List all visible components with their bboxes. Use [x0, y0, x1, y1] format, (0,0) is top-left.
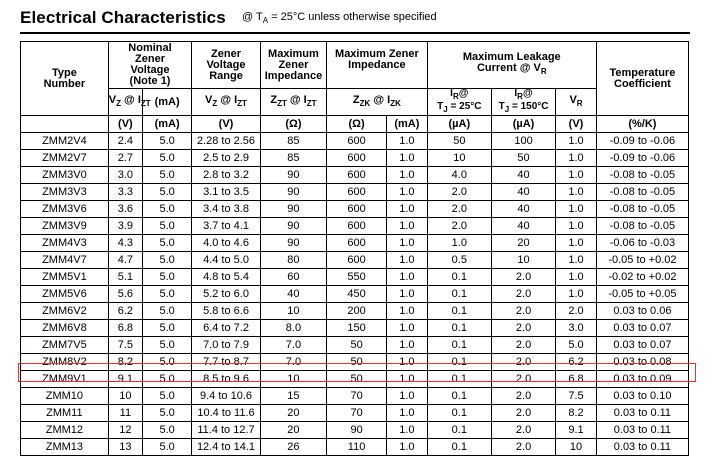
value-cell: 0.1 — [427, 388, 491, 405]
value-cell: 2.0 — [491, 269, 555, 286]
value-cell: 1.0 — [556, 269, 597, 286]
table-row — [21, 184, 689, 201]
value-cell: 5.0 — [143, 269, 192, 286]
header-vz-izt — [108, 89, 151, 116]
value-cell: 20 — [260, 405, 326, 422]
unit-cell: (Ω) — [327, 116, 387, 133]
value-cell: 90 — [260, 201, 326, 218]
header-leakage-current — [427, 42, 596, 89]
value-cell: 5.0 — [143, 354, 192, 371]
value-cell: 1.0 — [387, 320, 428, 337]
value-cell: 1.0 — [387, 439, 428, 456]
value-cell: 5.2 to 6.0 — [192, 286, 261, 303]
value-cell: 2.7 — [108, 150, 142, 167]
value-cell: 5.0 — [143, 218, 192, 235]
value-cell: 1.0 — [387, 405, 428, 422]
value-cell: -0.05 to +0.02 — [596, 252, 688, 269]
type-number-cell: ZMM9V1 — [21, 371, 109, 388]
value-cell: 4.8 to 5.4 — [192, 269, 261, 286]
header-max-zzk: Maximum Zener Impedance — [327, 42, 428, 89]
type-number-cell: ZMM6V8 — [21, 320, 109, 337]
value-cell: 600 — [327, 235, 387, 252]
ir25-at: @ — [458, 88, 469, 99]
value-cell: 7.0 — [260, 337, 326, 354]
type-number-cell: ZMM3V3 — [21, 184, 109, 201]
ir150-at: @ — [522, 88, 533, 99]
value-cell: 5.0 — [143, 303, 192, 320]
value-cell: 3.7 to 4.1 — [192, 218, 261, 235]
value-cell: 7.5 — [108, 337, 142, 354]
value-cell: 5.6 — [108, 286, 142, 303]
type-number-cell: ZMM7V5 — [21, 337, 109, 354]
header-temp-coefficient: Temperature Coefficient — [596, 42, 688, 116]
value-cell: 26 — [260, 439, 326, 456]
type-number-cell: ZMM8V2 — [21, 354, 109, 371]
value-cell: 1.0 — [387, 422, 428, 439]
type-number-cell: ZMM2V7 — [21, 150, 109, 167]
value-cell: 60 — [260, 269, 326, 286]
value-cell: 1.0 — [556, 167, 597, 184]
type-number-cell: ZMM3V6 — [21, 201, 109, 218]
value-cell: 5.0 — [143, 150, 192, 167]
value-cell: 0.03 to 0.10 — [596, 388, 688, 405]
value-cell: 0.1 — [427, 371, 491, 388]
value-cell: 80 — [260, 252, 326, 269]
value-cell: 600 — [327, 150, 387, 167]
ir150-tsub: J — [504, 105, 510, 114]
value-cell: 9.1 — [108, 371, 142, 388]
header-voltage-range: Zener Voltage Range — [192, 42, 261, 89]
value-cell: 5.0 — [143, 371, 192, 388]
unit-cell: (V) — [192, 116, 261, 133]
unit-cell-blank — [21, 116, 109, 133]
value-cell: -0.08 to -0.05 — [596, 184, 688, 201]
value-cell: 4.4 to 5.0 — [192, 252, 261, 269]
value-cell: 5.0 — [143, 405, 192, 422]
value-cell: 0.1 — [427, 405, 491, 422]
value-cell: 50 — [491, 150, 555, 167]
value-cell: 0.1 — [427, 354, 491, 371]
value-cell: 8.5 to 9.6 — [192, 371, 261, 388]
value-cell: 85 — [260, 133, 326, 150]
table-header — [21, 42, 689, 133]
header-izt-unit: (mA) — [143, 89, 192, 116]
type-number-cell: ZMM4V7 — [21, 252, 109, 269]
value-cell: -0.08 to -0.05 — [596, 167, 688, 184]
value-cell: 1.0 — [427, 235, 491, 252]
value-cell: 5.8 to 6.6 — [192, 303, 261, 320]
value-cell: 20 — [260, 422, 326, 439]
value-cell: 2.28 to 2.56 — [192, 133, 261, 150]
table-row — [21, 201, 689, 218]
value-cell: 90 — [260, 167, 326, 184]
zzk-sym: Z — [352, 93, 360, 106]
value-cell: 600 — [327, 218, 387, 235]
value-cell: 2.0 — [491, 405, 555, 422]
type-number-cell: ZMM5V6 — [21, 286, 109, 303]
table-row — [21, 269, 689, 286]
value-cell: 3.6 — [108, 201, 142, 218]
value-cell: 70 — [327, 405, 387, 422]
table-row — [21, 150, 689, 167]
type-number-cell: ZMM11 — [21, 405, 109, 422]
value-cell: 0.03 to 0.11 — [596, 439, 688, 456]
value-cell: 600 — [327, 133, 387, 150]
header-vr — [556, 89, 597, 116]
value-cell: 5.1 — [108, 269, 142, 286]
value-cell: 3.0 — [556, 320, 597, 337]
table-row — [21, 235, 689, 252]
value-cell: 4.3 — [108, 235, 142, 252]
value-cell: 2.0 — [427, 218, 491, 235]
value-cell: 1.0 — [556, 201, 597, 218]
table-row — [21, 354, 689, 371]
value-cell: 5.0 — [143, 252, 192, 269]
table-row — [21, 167, 689, 184]
value-cell: 6.2 — [108, 303, 142, 320]
value-cell: 10 — [491, 252, 555, 269]
zzk-sub2: ZK — [390, 99, 401, 109]
value-cell: 0.03 to 0.08 — [596, 354, 688, 371]
value-cell: 550 — [327, 269, 387, 286]
value-cell: 3.9 — [108, 218, 142, 235]
table-row — [21, 371, 689, 388]
value-cell: 12 — [108, 422, 142, 439]
value-cell: 85 — [260, 150, 326, 167]
value-cell: 5.0 — [143, 439, 192, 456]
value-cell: 7.7 to 8.7 — [192, 354, 261, 371]
value-cell: 10 — [427, 150, 491, 167]
zzt-sym: Z — [270, 93, 278, 106]
izt-sub: ZT — [140, 99, 151, 109]
value-cell: 0.1 — [427, 286, 491, 303]
value-cell: 1.0 — [387, 354, 428, 371]
value-cell: 5.0 — [556, 337, 597, 354]
value-cell: 9.4 to 10.6 — [192, 388, 261, 405]
value-cell: 0.1 — [427, 337, 491, 354]
value-cell: 7.0 to 7.9 — [192, 337, 261, 354]
value-cell: 11 — [108, 405, 142, 422]
type-number-cell: ZMM5V1 — [21, 269, 109, 286]
value-cell: 0.1 — [427, 439, 491, 456]
value-cell: 50 — [327, 371, 387, 388]
value-cell: 5.0 — [143, 235, 192, 252]
value-cell: 2.0 — [491, 303, 555, 320]
value-cell: -0.02 to +0.02 — [596, 269, 688, 286]
value-cell: 1.0 — [387, 184, 428, 201]
ir25-sub: R — [452, 92, 459, 101]
value-cell: 1.0 — [387, 201, 428, 218]
value-cell: 1.0 — [556, 150, 597, 167]
ir150-sym: I — [514, 88, 518, 99]
value-cell: 0.03 to 0.07 — [596, 337, 688, 354]
value-cell: 150 — [327, 320, 387, 337]
table-row — [21, 303, 689, 320]
value-cell: 1.0 — [387, 235, 428, 252]
value-cell: 5.0 — [143, 422, 192, 439]
header-nominal-voltage: Nominal Zener Voltage (Note 1) — [108, 42, 191, 89]
value-cell: 15 — [260, 388, 326, 405]
value-cell: 5.0 — [143, 286, 192, 303]
value-cell: 50 — [327, 354, 387, 371]
header-max-zzt: Maximum Zener Impedance — [260, 42, 326, 89]
value-cell: 50 — [427, 133, 491, 150]
header-ir-150 — [491, 89, 555, 116]
value-cell: 0.03 to 0.06 — [596, 303, 688, 320]
unit-cell: (V) — [556, 116, 597, 133]
value-cell: 8.0 — [260, 320, 326, 337]
unit-cell: (V) — [108, 116, 142, 133]
value-cell: 1.0 — [387, 269, 428, 286]
value-cell: 2.0 — [556, 303, 597, 320]
value-cell: 2.4 — [108, 133, 142, 150]
header-zzk-sym — [327, 89, 428, 116]
table-row — [21, 439, 689, 456]
value-cell: 40 — [260, 286, 326, 303]
value-cell: 6.8 — [108, 320, 142, 337]
value-cell: 1.0 — [387, 150, 428, 167]
vz-sub: Z — [116, 99, 121, 109]
header-range-sym — [192, 89, 261, 116]
value-cell: 1.0 — [387, 371, 428, 388]
unit-cell: (mA) — [143, 116, 192, 133]
ir25-sym: I — [450, 88, 453, 99]
value-cell: 9.1 — [556, 422, 597, 439]
unit-cell: (Ω) — [260, 116, 326, 133]
value-cell: 3.4 to 3.8 — [192, 201, 261, 218]
value-cell: 110 — [327, 439, 387, 456]
zzt-sub1: ZT — [277, 99, 287, 109]
table-row — [21, 252, 689, 269]
value-cell: 3.3 — [108, 184, 142, 201]
value-cell: 1.0 — [556, 133, 597, 150]
electrical-characteristics-table — [20, 41, 689, 456]
value-cell: 1.0 — [556, 252, 597, 269]
value-cell: 50 — [327, 337, 387, 354]
ir150-sub: R — [517, 92, 523, 101]
value-cell: 2.0 — [491, 422, 555, 439]
leakage-sub: R — [540, 67, 547, 77]
value-cell: 10.4 to 11.6 — [192, 405, 261, 422]
value-cell: 8.2 — [556, 405, 597, 422]
value-cell: 5.0 — [143, 337, 192, 354]
value-cell: 2.0 — [491, 354, 555, 371]
value-cell: 20 — [491, 235, 555, 252]
value-cell: -0.09 to -0.06 — [596, 133, 688, 150]
range-sub1: Z — [212, 99, 218, 109]
value-cell: 70 — [327, 388, 387, 405]
value-cell: -0.08 to -0.05 — [596, 201, 688, 218]
value-cell: 5.0 — [143, 388, 192, 405]
value-cell: 1.0 — [387, 337, 428, 354]
value-cell: 0.1 — [427, 269, 491, 286]
value-cell: 3.0 — [108, 167, 142, 184]
value-cell: 40 — [491, 184, 555, 201]
conditions-suffix: = 25°C unless otherwise specified — [268, 11, 437, 23]
leakage-label: Maximum Leakage Current @ V — [462, 51, 561, 75]
ir25-t: T — [437, 101, 444, 112]
value-cell: 6.4 to 7.2 — [192, 320, 261, 337]
value-cell: 10 — [260, 371, 326, 388]
value-cell: 1.0 — [556, 235, 597, 252]
value-cell: 90 — [260, 184, 326, 201]
value-cell: 5.0 — [143, 133, 192, 150]
value-cell: 2.0 — [491, 388, 555, 405]
value-cell: -0.05 to +0.05 — [596, 286, 688, 303]
value-cell: 2.0 — [491, 371, 555, 388]
header-ir-25 — [427, 89, 491, 116]
value-cell: 90 — [327, 422, 387, 439]
value-cell: 1.0 — [387, 286, 428, 303]
vz-sym: V — [108, 93, 117, 106]
type-number-cell: ZMM6V2 — [21, 303, 109, 320]
ir150-temp: = 150°C — [509, 101, 549, 112]
value-cell: 0.03 to 0.07 — [596, 320, 688, 337]
value-cell: 1.0 — [387, 167, 428, 184]
value-cell: 3.1 to 3.5 — [192, 184, 261, 201]
vz-mid: @ I — [121, 93, 141, 106]
value-cell: 0.5 — [427, 252, 491, 269]
value-cell: 0.03 to 0.11 — [596, 405, 688, 422]
value-cell: -0.06 to -0.03 — [596, 235, 688, 252]
unit-cell: (mA) — [387, 116, 428, 133]
value-cell: 0.03 to 0.09 — [596, 371, 688, 388]
value-cell: 600 — [327, 167, 387, 184]
zzk-mid: @ I — [370, 93, 391, 106]
value-cell: 40 — [491, 218, 555, 235]
value-cell: 0.1 — [427, 422, 491, 439]
value-cell: 1.0 — [556, 184, 597, 201]
value-cell: 600 — [327, 184, 387, 201]
table-body — [21, 133, 689, 456]
table-row — [21, 422, 689, 439]
units-row — [21, 116, 689, 133]
zzt-sub2: ZT — [306, 99, 317, 109]
value-cell: 6.8 — [556, 371, 597, 388]
value-cell: 600 — [327, 201, 387, 218]
value-cell: 2.0 — [491, 286, 555, 303]
value-cell: 600 — [327, 252, 387, 269]
value-cell: 4.0 — [427, 167, 491, 184]
value-cell: 40 — [491, 201, 555, 218]
value-cell: 4.7 — [108, 252, 142, 269]
value-cell: 2.0 — [427, 184, 491, 201]
value-cell: 4.0 to 4.6 — [192, 235, 261, 252]
value-cell: 2.0 — [491, 439, 555, 456]
conditions-prefix: @ T — [242, 11, 263, 23]
value-cell: 8.2 — [108, 354, 142, 371]
type-number-cell: ZMM13 — [21, 439, 109, 456]
unit-cell: (%/K) — [596, 116, 688, 133]
type-number-cell: ZMM3V9 — [21, 218, 109, 235]
zzk-sub1: ZK — [359, 99, 371, 109]
value-cell: -0.09 to -0.06 — [596, 150, 688, 167]
conditions-sub: A — [262, 16, 269, 26]
value-cell: 450 — [327, 286, 387, 303]
value-cell: 200 — [327, 303, 387, 320]
table-row — [21, 388, 689, 405]
value-cell: 100 — [491, 133, 555, 150]
value-cell: 1.0 — [387, 303, 428, 320]
value-cell: 0.1 — [427, 303, 491, 320]
value-cell: 2.8 to 3.2 — [192, 167, 261, 184]
value-cell: 10 — [260, 303, 326, 320]
value-cell: 11.4 to 12.7 — [192, 422, 261, 439]
type-number-cell: ZMM2V4 — [21, 133, 109, 150]
value-cell: 1.0 — [556, 286, 597, 303]
range-sub2: ZT — [237, 99, 247, 109]
ir150-t: T — [498, 101, 505, 112]
value-cell: 5.0 — [143, 320, 192, 337]
type-number-cell: ZMM3V0 — [21, 167, 109, 184]
table-row — [21, 218, 689, 235]
ir25-tsub: J — [443, 105, 448, 114]
table-row — [21, 286, 689, 303]
value-cell: 7.5 — [556, 388, 597, 405]
value-cell: 1.0 — [556, 218, 597, 235]
table-row — [21, 133, 689, 150]
value-cell: 6.2 — [556, 354, 597, 371]
vr-sym: V — [569, 93, 577, 106]
value-cell: -0.08 to -0.05 — [596, 218, 688, 235]
table-row — [21, 320, 689, 337]
title-row — [20, 6, 690, 34]
value-cell: 1.0 — [387, 252, 428, 269]
value-cell: 2.5 to 2.9 — [192, 150, 261, 167]
range-mid: @ I — [217, 93, 238, 106]
unit-cell: (µA) — [491, 116, 555, 133]
value-cell: 10 — [556, 439, 597, 456]
value-cell: 2.0 — [427, 201, 491, 218]
value-cell: 40 — [491, 167, 555, 184]
table-row — [21, 405, 689, 422]
value-cell: 5.0 — [143, 184, 192, 201]
value-cell: 0.1 — [427, 320, 491, 337]
type-number-cell: ZMM10 — [21, 388, 109, 405]
value-cell: 90 — [260, 235, 326, 252]
header-type-number: Type Number — [21, 42, 109, 116]
header-zzt-sym — [260, 89, 326, 116]
value-cell: 13 — [108, 439, 142, 456]
value-cell: 2.0 — [491, 337, 555, 354]
unit-cell: (µA) — [427, 116, 491, 133]
value-cell: 10 — [108, 388, 142, 405]
value-cell: 90 — [260, 218, 326, 235]
value-cell: 1.0 — [387, 133, 428, 150]
type-number-cell: ZMM4V3 — [21, 235, 109, 252]
zzt-mid: @ I — [286, 93, 307, 106]
page-title: Electrical Characteristics — [20, 8, 226, 27]
type-number-cell: ZMM12 — [21, 422, 109, 439]
vr-sub: R — [576, 99, 583, 109]
value-cell: 2.0 — [491, 320, 555, 337]
value-cell: 5.0 — [143, 201, 192, 218]
value-cell: 7.0 — [260, 354, 326, 371]
value-cell: 1.0 — [387, 218, 428, 235]
table-row — [21, 337, 689, 354]
value-cell: 0.03 to 0.11 — [596, 422, 688, 439]
value-cell: 5.0 — [143, 167, 192, 184]
ir25-temp: = 25°C — [447, 101, 482, 112]
range-sym: V — [205, 93, 213, 106]
value-cell: 1.0 — [387, 388, 428, 405]
value-cell: 12.4 to 14.1 — [192, 439, 261, 456]
conditions-note — [242, 11, 437, 25]
